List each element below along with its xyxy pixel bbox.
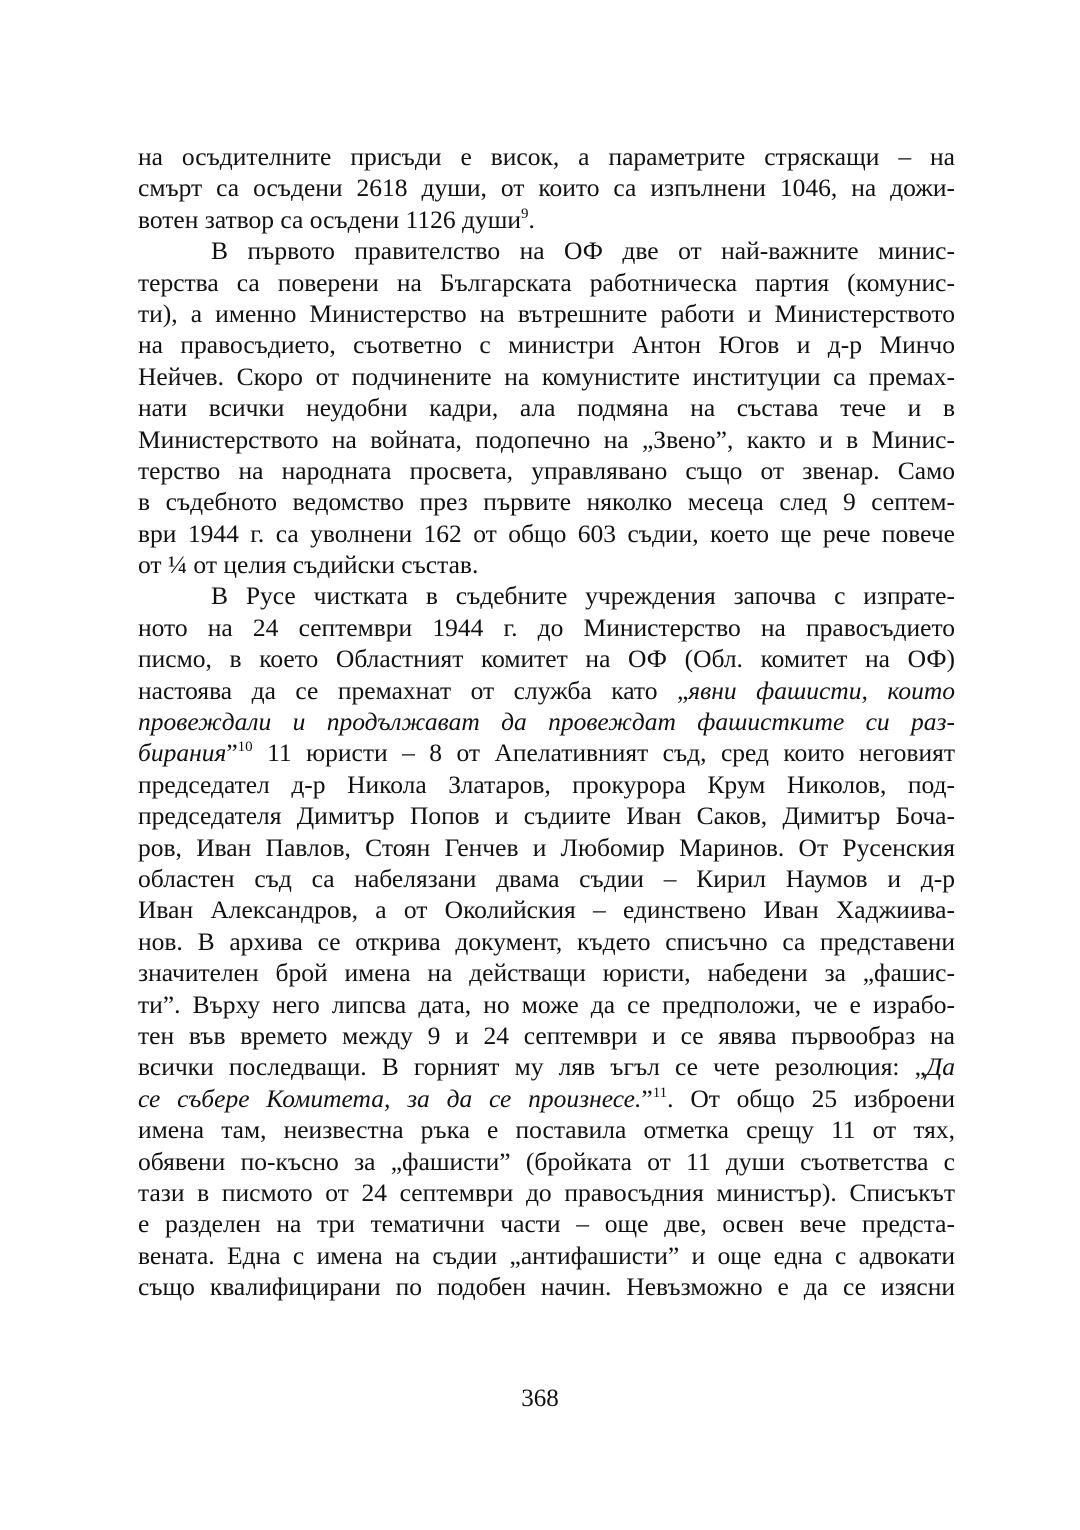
text-segment: ти), а именно Министерство на вътрешните работи и Министерството xyxy=(138,298,955,328)
text-segment: терства са поверени на Българската работническа партия (комунис- xyxy=(138,267,955,297)
text-line xyxy=(138,832,955,863)
footnote-marker: 9 xyxy=(521,205,529,222)
text-line xyxy=(138,1146,955,1177)
text-segment: областен съд са набелязани двама съдии – Кирил Наумов и д-р xyxy=(138,863,955,893)
text-line xyxy=(138,141,955,172)
text-line xyxy=(138,863,955,894)
text-line xyxy=(138,643,955,674)
text-line xyxy=(138,549,955,580)
text-segment: Иван Александров, а от Околийския – единствено Иван Хаджиива- xyxy=(138,895,955,925)
text-segment: всички последващи. В горният му ляв ъгъл се чете резолюция: „ xyxy=(138,1052,927,1082)
text-segment: ” xyxy=(641,1083,653,1113)
text-line xyxy=(138,1020,955,1051)
text-line xyxy=(138,1240,955,1271)
text-segment: вената. Една с имена на съдии „антифашисти” и още една с адвокати xyxy=(138,1240,955,1270)
text-segment: ров, Иван Павлов, Стоян Генчев и Любомир Маринов. От Русенския xyxy=(138,832,955,862)
text-segment: Министерството на войната, подопечно на „Звено”, както и в Минис- xyxy=(138,424,955,454)
text-line xyxy=(138,235,955,266)
text-segment: ври 1944 г. са уволнени 162 от общо 603 съдии, което ще рече повече xyxy=(138,518,955,548)
footnote-marker: 11 xyxy=(652,1084,668,1101)
text-segment: тен във времето между 9 и 24 септември и се явява първообраз на xyxy=(138,1020,955,1050)
text-line xyxy=(138,172,955,203)
text-line xyxy=(138,518,955,549)
text-line xyxy=(138,737,955,768)
text-segment: 11 юристи – 8 от Апелативният съд, сред които неговият xyxy=(252,738,955,768)
footnote-marker: 10 xyxy=(237,739,253,756)
page-body xyxy=(138,141,955,1302)
text-line xyxy=(138,612,955,643)
text-segment: е разделен на три тематични части – още две, освен вече предста- xyxy=(138,1209,955,1239)
text-line xyxy=(138,675,955,706)
text-segment: в съдебното ведомство през първите няколко месеца след 9 септем- xyxy=(138,487,955,517)
text-segment: смърт са осъдени 2618 души, от които са изпълнени 1046, на дожи- xyxy=(138,173,955,203)
text-segment: Да xyxy=(926,1052,955,1082)
text-segment: терство на народната просвета, управлявано също от звенар. Само xyxy=(138,455,955,485)
text-line xyxy=(138,580,955,611)
text-segment: значителен брой имена на действащи юристи, набедени за „фашис- xyxy=(138,958,955,988)
text-segment: писмо, в което Областният комитет на ОФ (Обл. комитет на ОФ) xyxy=(138,644,955,674)
text-segment: ното на 24 септември 1944 г. до Министерство на правосъдието xyxy=(138,612,955,642)
text-line xyxy=(138,1271,955,1302)
text-line xyxy=(138,957,955,988)
text-segment: ти”. Върху него липсва дата, но може да се предположи, че е израбо- xyxy=(138,989,955,1019)
text-segment: също квалифицирани по подобен начин. Невъзможно е да се изясни xyxy=(138,1272,955,1302)
text-segment: провеждали и продължават да провеждат фашистките си раз- xyxy=(138,707,955,737)
text-segment: нов. В архива се открива документ, където списъчно са представени xyxy=(138,926,955,956)
text-segment: обявени по-късно за „фашисти” (бройката от 11 души съответства с xyxy=(138,1146,955,1176)
text-line xyxy=(138,894,955,925)
text-line xyxy=(138,424,955,455)
page-number: 368 xyxy=(521,1385,559,1412)
text-segment: председателя Димитър Попов и съдиите Иван Саков, Димитър Боча- xyxy=(138,801,955,831)
text-line xyxy=(138,769,955,800)
text-segment: вотен затвор са осъдени 1126 души xyxy=(138,204,521,234)
text-segment: нати всички неудобни кадри, ала подмяна на състава тече и в xyxy=(138,393,955,423)
text-segment: на осъдителните присъди е висок, а параметрите стряскащи – на xyxy=(138,142,955,171)
text-segment: бирания xyxy=(138,738,227,768)
text-line xyxy=(138,1177,955,1208)
text-line xyxy=(138,1114,955,1145)
text-line xyxy=(138,267,955,298)
text-line xyxy=(138,329,955,360)
text-line xyxy=(138,800,955,831)
text-segment: ” xyxy=(226,738,238,768)
text-segment: се събере Комитета, за да се произнесе. xyxy=(138,1083,642,1113)
text-segment: явни фашисти, които xyxy=(688,675,955,705)
text-line xyxy=(138,926,955,957)
text-line xyxy=(138,1051,955,1082)
text-line xyxy=(138,298,955,329)
text-segment: настоява да се премахнат от служба като „ xyxy=(138,675,689,705)
text-line xyxy=(138,204,955,235)
text-segment: . От общо 25 изброени xyxy=(667,1083,955,1113)
text-segment: тази в писмото от 24 септември до правосъдния министър). Списъкът xyxy=(138,1177,955,1207)
text-line xyxy=(138,989,955,1020)
text-line xyxy=(138,392,955,423)
text-line xyxy=(138,361,955,392)
text-line xyxy=(138,1208,955,1239)
text-segment: председател д-р Никола Златаров, прокурора Крум Николов, под- xyxy=(138,769,955,799)
text-segment: на правосъдието, съответно с министри Антон Югов и д-р Минчо xyxy=(138,330,955,360)
text-segment: от ¼ от целия съдийски състав. xyxy=(138,550,479,580)
text-line xyxy=(138,706,955,737)
text-segment: В първото правителство на ОФ две от най-важните минис- xyxy=(211,236,955,266)
text-line xyxy=(138,455,955,486)
text-segment: Нейчев. Скоро от подчинените на комунистите институции са премах- xyxy=(138,361,955,391)
text-line xyxy=(138,486,955,517)
text-segment: имена там, неизвестна ръка е поставила отметка срещу 11 от тях, xyxy=(138,1115,955,1145)
text-segment: . xyxy=(528,204,535,234)
text-segment: В Русе чистката в съдебните учреждения започва с изпрате- xyxy=(211,581,955,611)
text-line xyxy=(138,1083,955,1114)
